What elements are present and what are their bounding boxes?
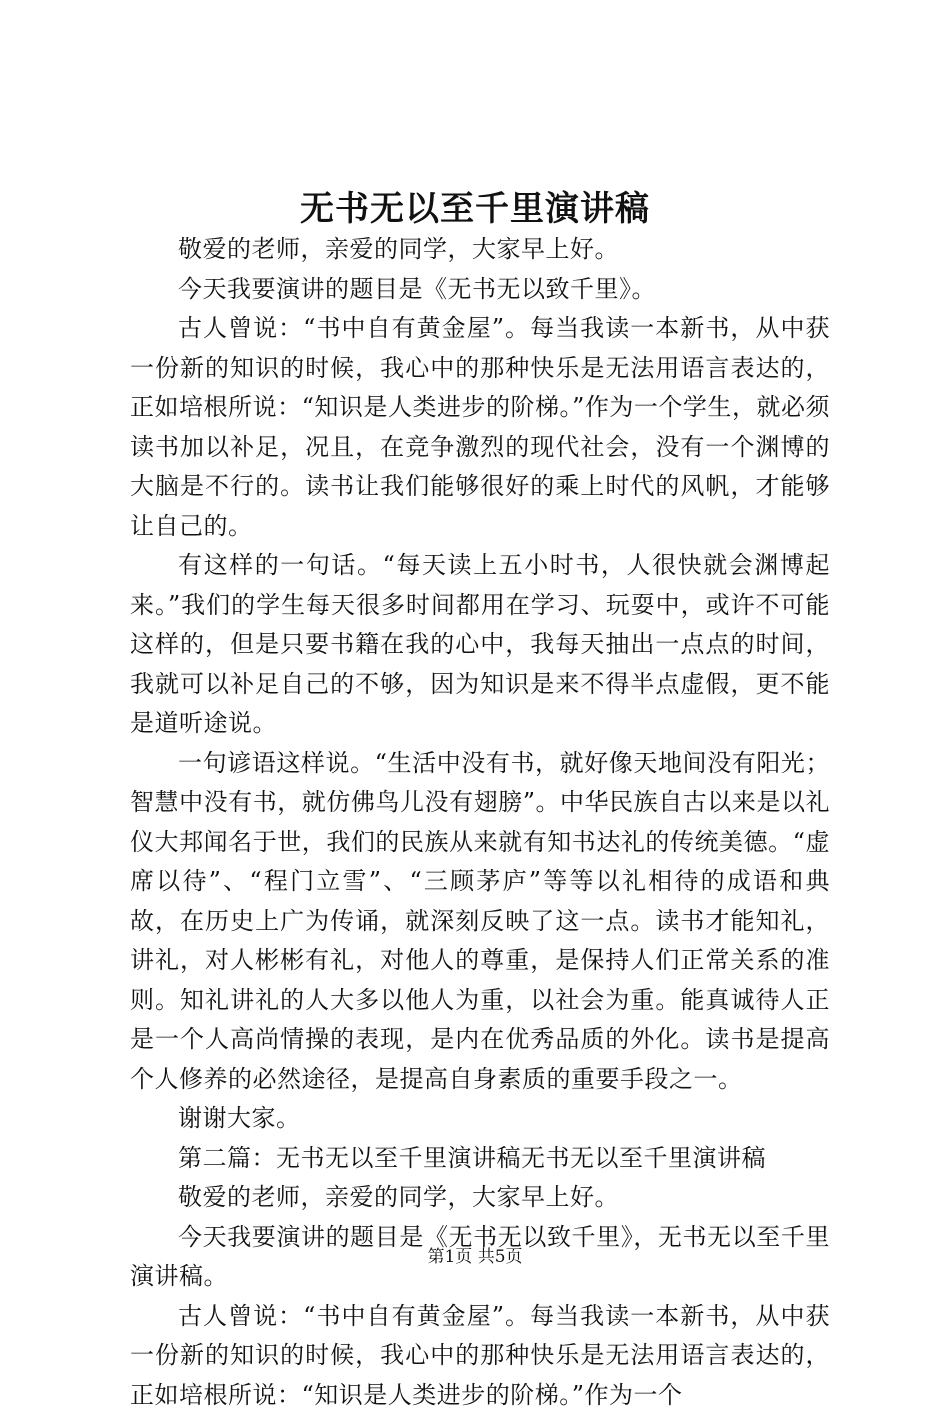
- document-body: [130, 230, 830, 1415]
- paragraph-greeting: 敬爱的老师，亲爱的同学，大家早上好。: [130, 230, 830, 270]
- paragraph-ancient-saying: 古人曾说：“书中自有黄金屋”。每当我读一本新书，从中获一份新的知识的时候，我心中的那种快乐是无法用语言表达的，正如培根所说：“知识是人类进步的阶梯。”作为一个学生，就必须读书加以补足，况且，在竞争激烈的现代社会，没有一个渊博的大脑是不行的。读书让我们能够很好的乘上时代的风帆，才能够让自己的。: [130, 309, 830, 546]
- paragraph-proverb: 一句谚语这样说。“生活中没有书，就好像天地间没有阳光；智慧中没有书，就仿佛鸟儿没有翅膀”。中华民族自古以来是以礼仪大邦闻名于世，我们的民族从来就有知书达礼的传统美德。“虚席以待”、“程门立雪”、“三顾茅庐”等等以礼相待的成语和典故，在历史上广为传诵，就深刻反映了这一点。读书才能知礼，讲礼，对人彬彬有礼，对他人的尊重，是保持人们正常关系的准则。知礼讲礼的人大多以他人为重，以社会为重。能真诚待人正是一个人高尚情操的表现，是内在优秀品质的外化。读书是提高个人修养的必然途径，是提高自身素质的重要手段之一。: [130, 744, 830, 1100]
- paragraph-greeting-2: 敬爱的老师，亲爱的同学，大家早上好。: [130, 1178, 830, 1218]
- paragraph-topic-2: 今天我要演讲的题目是《无书无以致千里》，无书无以至千里演讲稿。: [130, 1218, 830, 1297]
- paragraph-second-section-heading: 第二篇：无书无以至千里演讲稿无书无以至千里演讲稿: [130, 1139, 830, 1179]
- paragraph-thanks: 谢谢大家。: [130, 1099, 830, 1139]
- page-footer: 第1页 共5页: [0, 1246, 950, 1268]
- document-title: 无书无以至千里演讲稿: [0, 186, 950, 232]
- paragraph-ancient-saying-2: 古人曾说：“书中自有黄金屋”。每当我读一本新书，从中获一份新的知识的时候，我心中的那种快乐是无法用语言表达的，正如培根所说：“知识是人类进步的阶梯。”作为一个: [130, 1297, 830, 1415]
- paragraph-five-hours: 有这样的一句话。“每天读上五小时书，人很快就会渊博起来。”我们的学生每天很多时间都用在学习、玩耍中，或许不可能这样的，但是只要书籍在我的心中，我每天抽出一点点的时间，我就可以补足自己的不够，因为知识是来不得半点虚假，更不能是道听途说。: [130, 546, 830, 744]
- paragraph-topic: 今天我要演讲的题目是《无书无以致千里》。: [130, 270, 830, 310]
